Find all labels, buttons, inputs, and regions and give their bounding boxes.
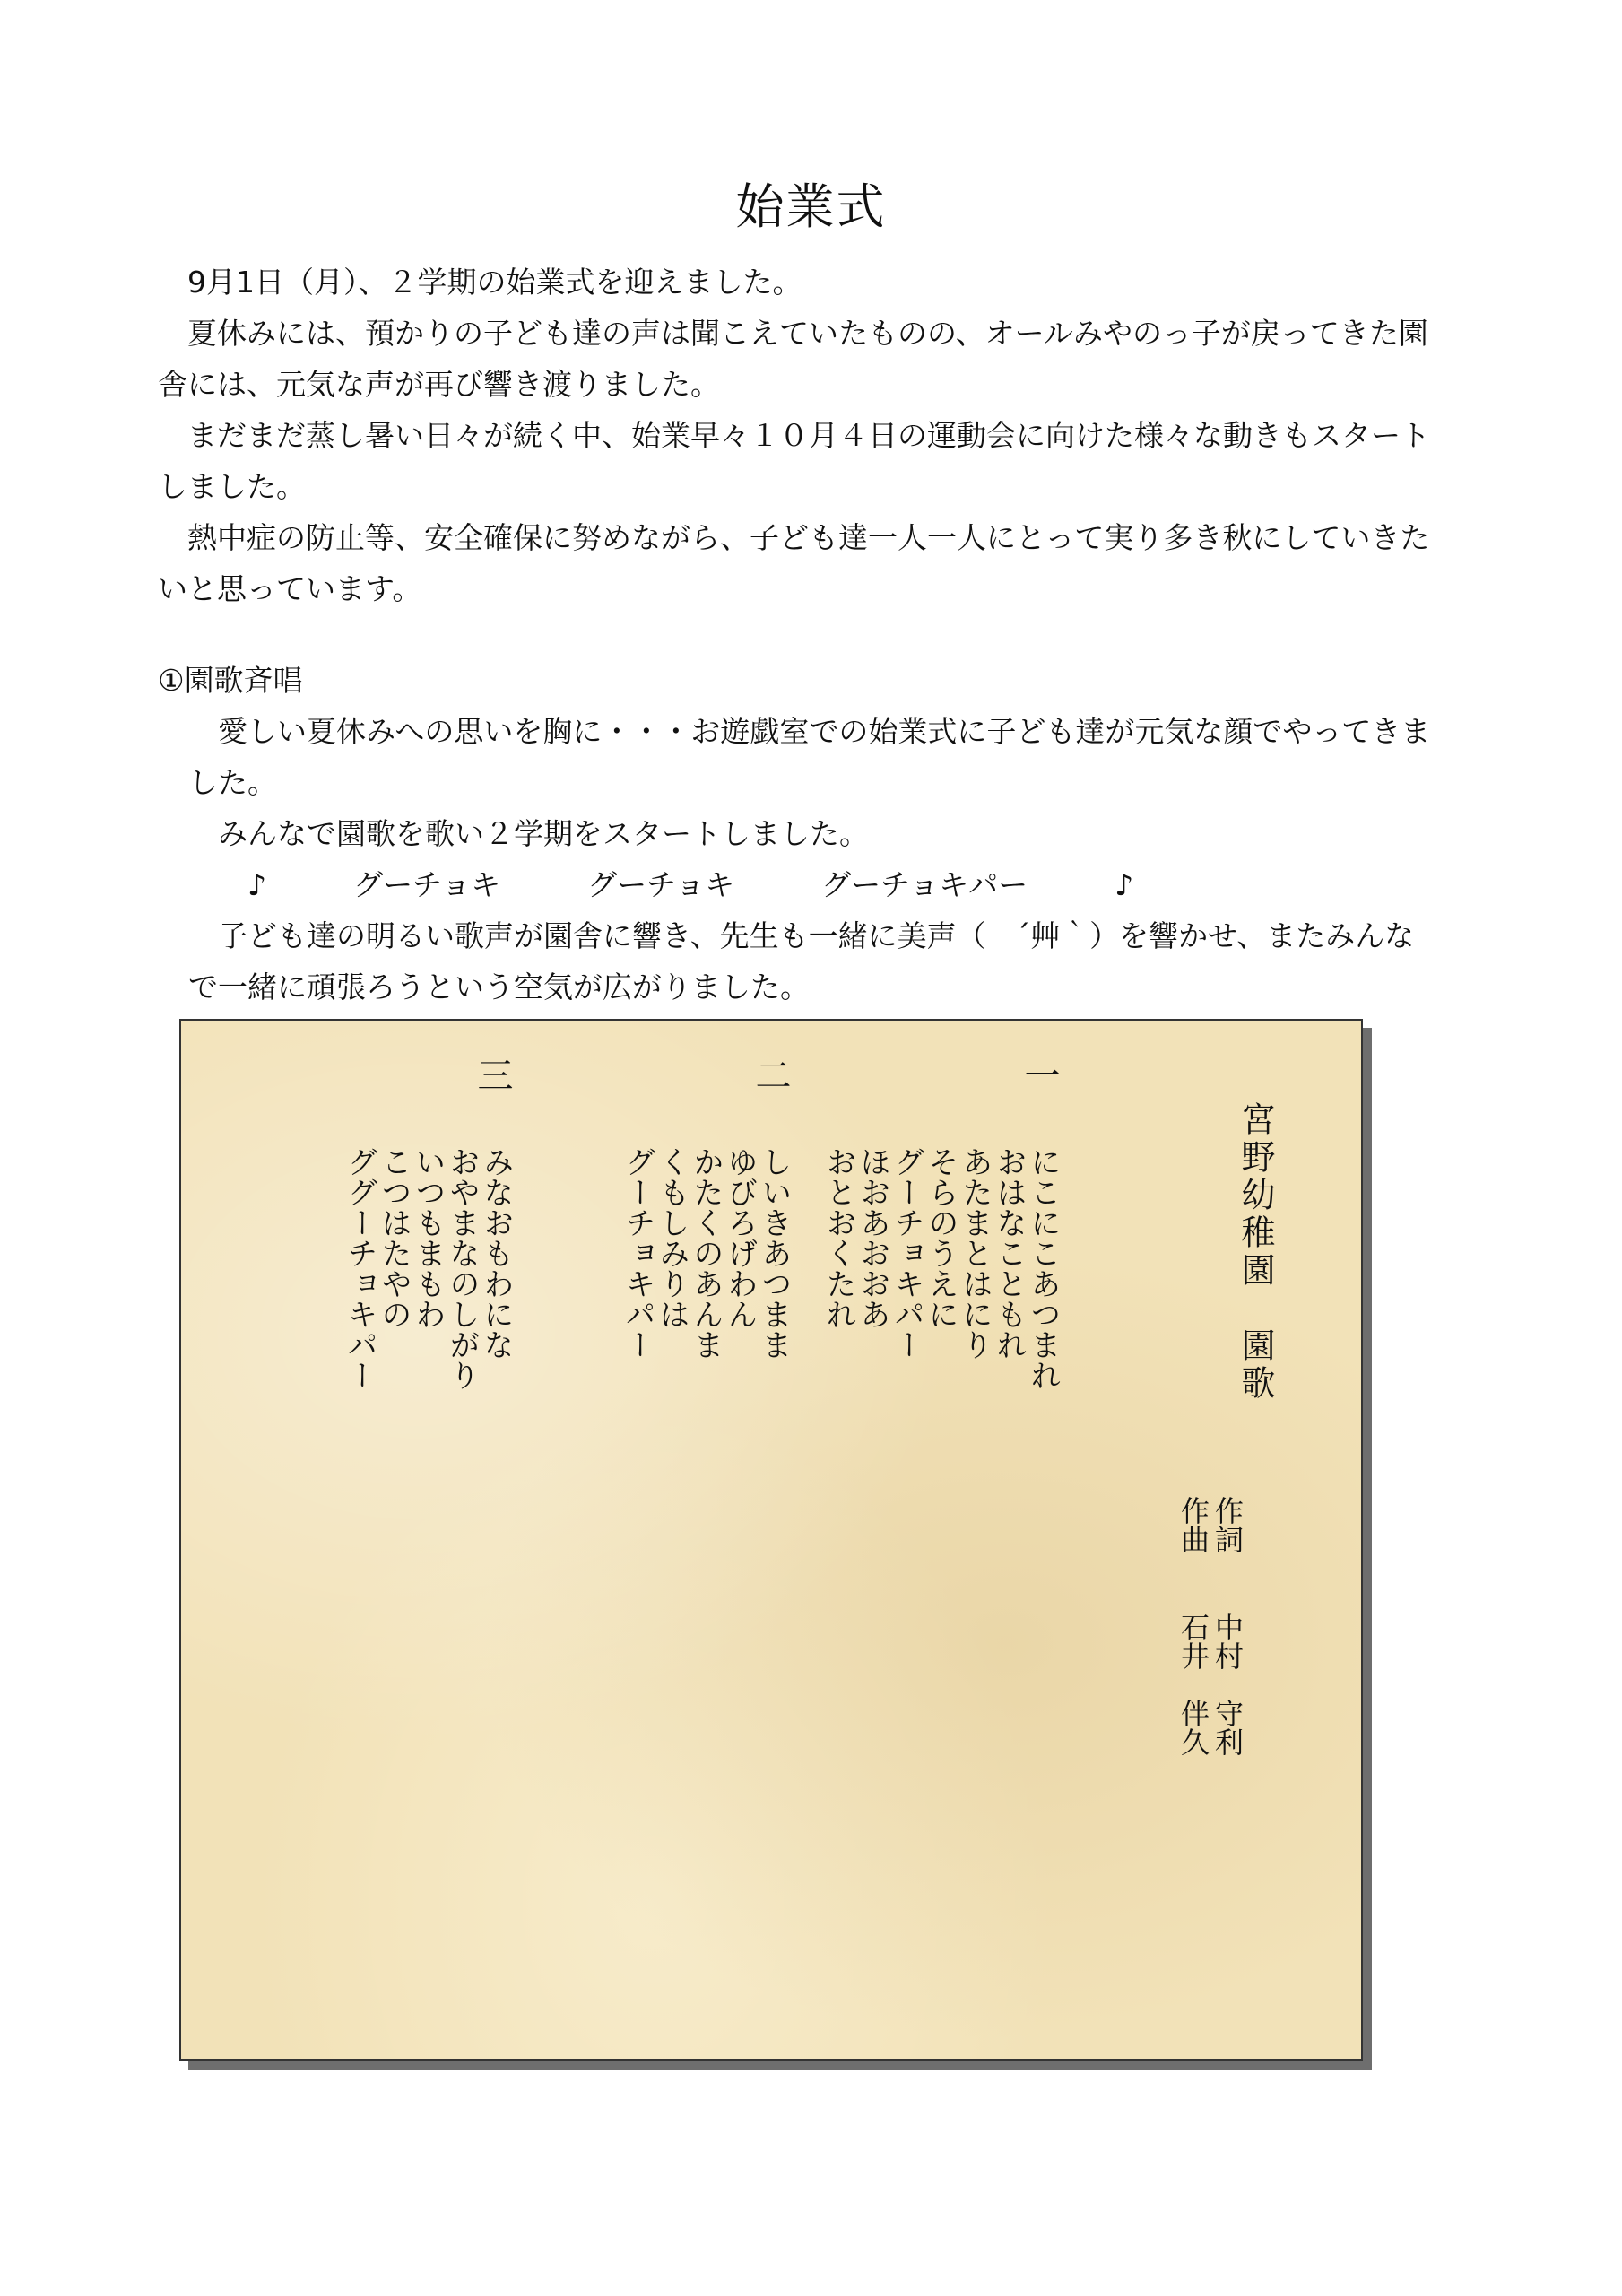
verse-number: 二 — [750, 1057, 791, 1092]
intro-paragraph: 夏休みには、預かりの子ども達の声は聞こえていたものの、オールみやのっ子が戻ってきた園舎には、元気な声が再び響き渡りました。 — [158, 316, 1428, 402]
lyric-column: おとおくたれ — [820, 1146, 856, 1329]
lyric-column: にこにこあつまれ — [1025, 1146, 1061, 1390]
section-paragraph: 子ども達の明るい歌声が園舎に響き、先生も一緒に美声（ ´艸｀）を響かせ、またみんなで一緒に頑張ろうという空気が広がりました。 — [188, 918, 1415, 1004]
credit-music-name: 石井 伴久 — [1176, 1613, 1210, 1756]
song-school-title: 宮野幼稚園 園歌 — [1236, 1101, 1275, 1403]
lyric-column: おはなこともれ — [991, 1146, 1027, 1360]
section-paragraph: みんなで園歌を歌い２学期をスタートしました。 — [218, 816, 869, 851]
intro-paragraph: 熱中症の防止等、安全確保に努めながら、子ども達一人一人にとって実り多き秋にしていきたいと思っています。 — [158, 520, 1430, 606]
credit-lyrics-name: 中村 守利 — [1210, 1613, 1245, 1756]
credit-music-label: 作曲 — [1176, 1496, 1210, 1553]
song-phrase: グーチョキパー — [821, 867, 1028, 902]
lyric-column: あたまとはにり — [957, 1146, 993, 1360]
music-note-icon: ♪ — [1115, 867, 1134, 902]
verse-number: 一 — [1019, 1057, 1060, 1092]
section-body — [188, 706, 1444, 1013]
lyric-column: こつはたやの — [376, 1146, 412, 1329]
intro-text — [158, 257, 1431, 614]
lyric-column: いつもまもわ — [410, 1146, 446, 1329]
section-paragraph: 愛しい夏休みへの思いを胸に・・・お遊戯室での始業式に子ども達が元気な顔でやってきました。 — [188, 714, 1431, 800]
lyric-column: そらのうえに — [923, 1146, 958, 1329]
lyric-column: ゆびろげわん — [722, 1146, 758, 1329]
lyric-column: くもしみりは — [654, 1146, 690, 1329]
verse-number: 三 — [472, 1057, 513, 1092]
lyric-column: グーチョキパー — [620, 1146, 655, 1360]
credit-lyrics-label: 作詞 — [1210, 1496, 1245, 1553]
song-line — [188, 859, 1444, 910]
song-lyrics-box — [179, 1019, 1363, 2061]
song-phrase: グーチョキ — [353, 867, 501, 902]
lyric-column: みなおもわにな — [478, 1146, 514, 1360]
intro-paragraph: 9月1日（月）、２学期の始業式を迎えました。 — [187, 265, 802, 300]
intro-paragraph: まだまだ蒸し暑い日々が続く中、始業早々１０月４日の運動会に向けた様々な動きもスタートしました。 — [158, 418, 1430, 504]
lyric-column: ほおあおおあ — [854, 1146, 890, 1329]
lyric-column: ググーチョキパー — [342, 1146, 377, 1390]
lyric-column: しいきあつまま — [756, 1146, 792, 1360]
lyric-column: かたくのあんま — [688, 1146, 724, 1360]
music-note-icon: ♪ — [247, 867, 267, 902]
page-title: 始業式 — [735, 178, 887, 235]
section-title: ①園歌斉唱 — [158, 663, 303, 698]
song-phrase: グーチョキ — [587, 867, 735, 902]
lyric-column: グーチョキパー — [889, 1146, 924, 1360]
lyric-column: おやまなのしがり — [444, 1146, 480, 1390]
